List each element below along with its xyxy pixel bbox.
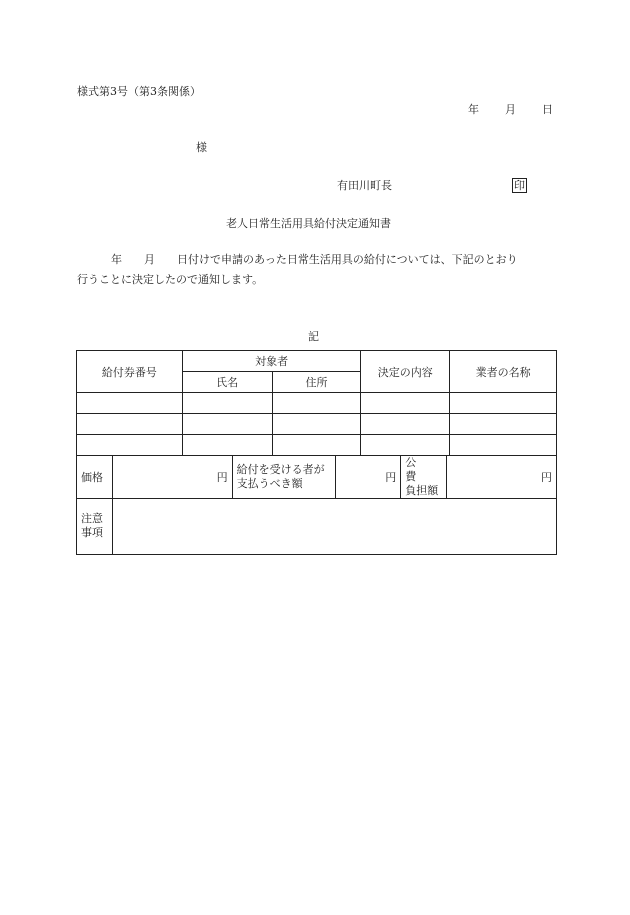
document-title: 老人日常生活用具給付決定通知書 bbox=[226, 217, 391, 230]
body-line2: 行うことに決定したので通知します。 bbox=[77, 273, 264, 286]
cell-vendor[interactable] bbox=[450, 435, 557, 456]
public-label-line2: 負担額 bbox=[405, 484, 439, 497]
public-amount-value[interactable]: 円 bbox=[447, 456, 557, 499]
price-label: 価格 bbox=[77, 456, 113, 499]
body-year: 年 bbox=[111, 253, 122, 266]
cell-address[interactable] bbox=[272, 414, 361, 435]
body-line1: 日付けで申請のあった日常生活用具の給付については、下記のとおり bbox=[177, 253, 518, 266]
public-label-line1: 公 費 bbox=[405, 456, 439, 483]
date-month: 月 bbox=[505, 103, 516, 116]
body-text bbox=[77, 250, 557, 290]
cell-decision[interactable] bbox=[361, 414, 450, 435]
cell-ticket[interactable] bbox=[77, 435, 183, 456]
cost-table bbox=[76, 455, 557, 555]
form-number: 様式第3号（第3条関係） bbox=[77, 85, 201, 98]
addressee-suffix: 様 bbox=[196, 141, 207, 154]
header-vendor: 業者の名称 bbox=[450, 351, 557, 393]
cell-vendor[interactable] bbox=[450, 393, 557, 414]
cell-name[interactable] bbox=[182, 435, 272, 456]
header-address: 住所 bbox=[272, 372, 361, 393]
table-row bbox=[77, 414, 557, 435]
date-year: 年 bbox=[468, 103, 479, 116]
notes-label-line1: 注意 bbox=[81, 512, 103, 525]
item-table bbox=[76, 350, 557, 456]
issuer-name: 有田川町長 bbox=[337, 179, 392, 192]
cell-address[interactable] bbox=[272, 393, 361, 414]
price-value[interactable]: 円 bbox=[112, 456, 232, 499]
cell-vendor[interactable] bbox=[450, 414, 557, 435]
cell-name[interactable] bbox=[182, 414, 272, 435]
header-name: 氏名 bbox=[182, 372, 272, 393]
header-target: 対象者 bbox=[182, 351, 361, 372]
payer-label-line2: 支払うべき額 bbox=[236, 477, 303, 490]
header-decision: 決定の内容 bbox=[361, 351, 450, 393]
payer-label-line1: 給付を受ける者が bbox=[236, 463, 325, 476]
notes-content[interactable] bbox=[112, 499, 556, 555]
date-line bbox=[468, 104, 553, 115]
notes-label-line2: 事項 bbox=[81, 526, 103, 539]
table-row bbox=[77, 393, 557, 414]
cell-ticket[interactable] bbox=[77, 393, 183, 414]
public-amount-label bbox=[401, 456, 447, 499]
date-day: 日 bbox=[542, 103, 553, 116]
ki-heading: 記 bbox=[308, 330, 319, 343]
payer-amount-label bbox=[232, 456, 336, 499]
cell-address[interactable] bbox=[272, 435, 361, 456]
payer-amount-value[interactable]: 円 bbox=[336, 456, 401, 499]
cell-name[interactable] bbox=[182, 393, 272, 414]
cell-decision[interactable] bbox=[361, 393, 450, 414]
cell-decision[interactable] bbox=[361, 435, 450, 456]
cell-ticket[interactable] bbox=[77, 414, 183, 435]
body-month: 月 bbox=[144, 253, 155, 266]
table-row bbox=[77, 435, 557, 456]
seal-mark: 印 bbox=[514, 179, 525, 192]
notes-label bbox=[77, 499, 113, 555]
header-ticket-number: 給付券番号 bbox=[77, 351, 183, 393]
